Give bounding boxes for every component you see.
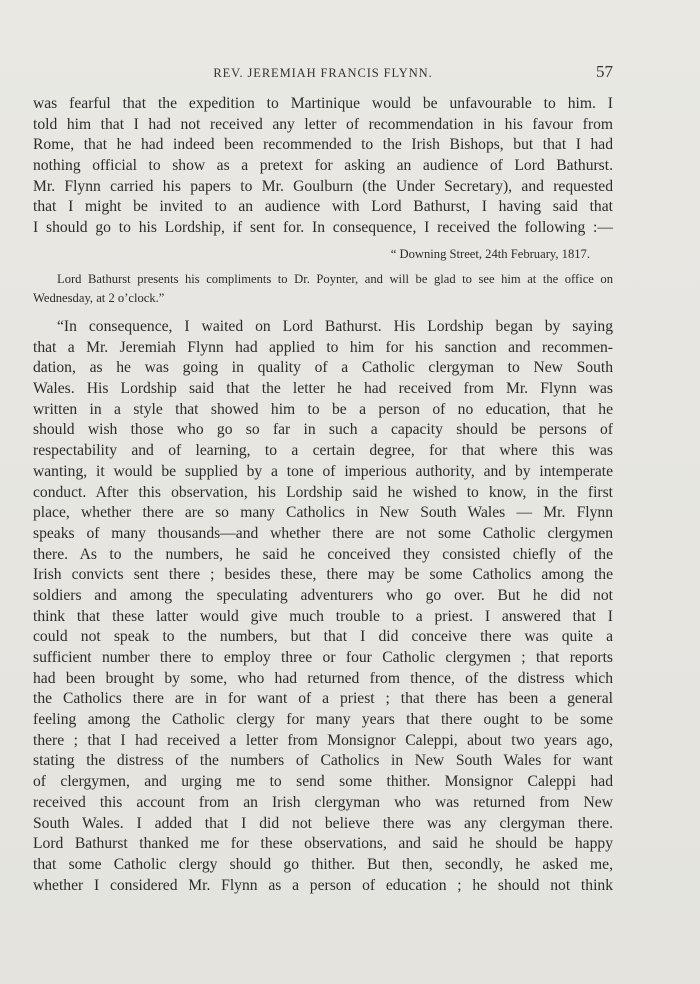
text-line: Rome, that he had indeed been recommended to the Irish Bishops, but that I had bbox=[33, 136, 613, 154]
text-line: told him that I had not received any letter of recommendation in his favour from bbox=[33, 115, 613, 133]
text-line: Wednesday, at 2 o’clock.” bbox=[33, 291, 165, 305]
text-line: think that these latter would give much trouble to a priest. I answered that I bbox=[33, 607, 613, 625]
text-line: Mr. Flynn carried his papers to Mr. Goulburn (the Under Secretary), and requested bbox=[33, 177, 613, 195]
text-line: South Wales. I added that I did not believe there was any clergyman there. bbox=[33, 814, 613, 832]
text-line: of clergymen, and urging me to send some thither. Monsignor Caleppi had bbox=[33, 773, 613, 791]
text-line: received this account from an Irish clergyman who was returned from New bbox=[33, 793, 613, 811]
text-line: wanting, it would be supplied by a tone of imperious authority, and by intemperate bbox=[33, 462, 613, 480]
text-line: soldiers and among the speculating adventurers who go over. But he did not bbox=[33, 586, 613, 604]
text-line: dation, as he was going in quality of a Catholic clergyman to New South bbox=[33, 359, 613, 377]
text-line: could not speak to the numbers, but that I did conceive there was quite a bbox=[33, 628, 613, 646]
text-line: feeling among the Catholic clergy for many years that there ought to be some bbox=[33, 711, 613, 729]
text-line: that a Mr. Jeremiah Flynn had applied to him for his sanction and recommen- bbox=[33, 338, 613, 356]
text-line: that some Catholic clergy should go thither. But then, secondly, he asked me, bbox=[33, 855, 613, 873]
text-line: sufficient number there to employ three or four Catholic clergymen ; that reports bbox=[33, 649, 613, 666]
text-line: should wish those who go so far in such a capacity should be persons of bbox=[33, 421, 613, 439]
text-line: conduct. After this observation, his Lordship said he wished to know, in the first bbox=[33, 483, 613, 501]
text-line: written in a style that showed him to be a person of no education, that he bbox=[33, 400, 613, 418]
text-line: that I might be invited to an audience with Lord Bathurst, I having said that bbox=[33, 198, 613, 216]
letter-body bbox=[33, 270, 613, 308]
text-line: “In consequence, I waited on Lord Bathurst. His Lordship began by saying bbox=[57, 318, 613, 335]
text-line: Wales. His Lordship said that the letter he had received from Mr. Flynn was bbox=[33, 380, 613, 398]
text-line: I should go to his Lordship, if sent for. In consequence, I received the following :— bbox=[33, 219, 613, 237]
text-line: Lord Bathurst presents his compliments to Dr. Poynter, and will be glad to see him at the office on bbox=[57, 272, 613, 286]
text-line: there. As to the numbers, he said he conceived they consisted chiefly of the bbox=[33, 545, 613, 563]
text-line: had been brought by some, who had returned from thence, of the distress which bbox=[33, 669, 613, 687]
paragraph-2 bbox=[33, 317, 613, 896]
page-number: 57 bbox=[596, 62, 613, 81]
text-line: stating the distress of the numbers of Catholics in New South Wales for want bbox=[33, 752, 613, 770]
letter-dateline: “ Downing Street, 24th February, 1817. bbox=[390, 247, 590, 261]
text-line: Lord Bathurst thanked me for these observations, and said he should be happy bbox=[33, 835, 613, 853]
text-line: speaks of many thousands—and whether there are not some Catholic clergymen bbox=[33, 524, 613, 542]
text-line: was fearful that the expedition to Martinique would be unfavourable to him. I bbox=[33, 95, 613, 112]
text-line: Irish convicts sent there ; besides these, there may be some Catholics among the bbox=[33, 566, 613, 584]
text-line: the Catholics there are in for want of a priest ; that there has been a general bbox=[33, 690, 613, 708]
text-line: whether I considered Mr. Flynn as a person of education ; he should not think bbox=[33, 876, 613, 894]
text-line: there ; that I had received a letter from Monsignor Caleppi, about two years ago, bbox=[33, 731, 613, 749]
paragraph-1 bbox=[33, 94, 613, 239]
text-line: place, whether there are so many Catholics in New South Wales — Mr. Flynn bbox=[33, 504, 613, 522]
page-header bbox=[33, 62, 613, 84]
running-title: REV. JEREMIAH FRANCIS FLYNN. bbox=[213, 66, 433, 80]
text-line: respectability and of learning, to a certain degree, for that where this was bbox=[33, 442, 613, 460]
text-line: nothing official to show as a pretext for asking an audience of Lord Bathurst. bbox=[33, 157, 613, 175]
